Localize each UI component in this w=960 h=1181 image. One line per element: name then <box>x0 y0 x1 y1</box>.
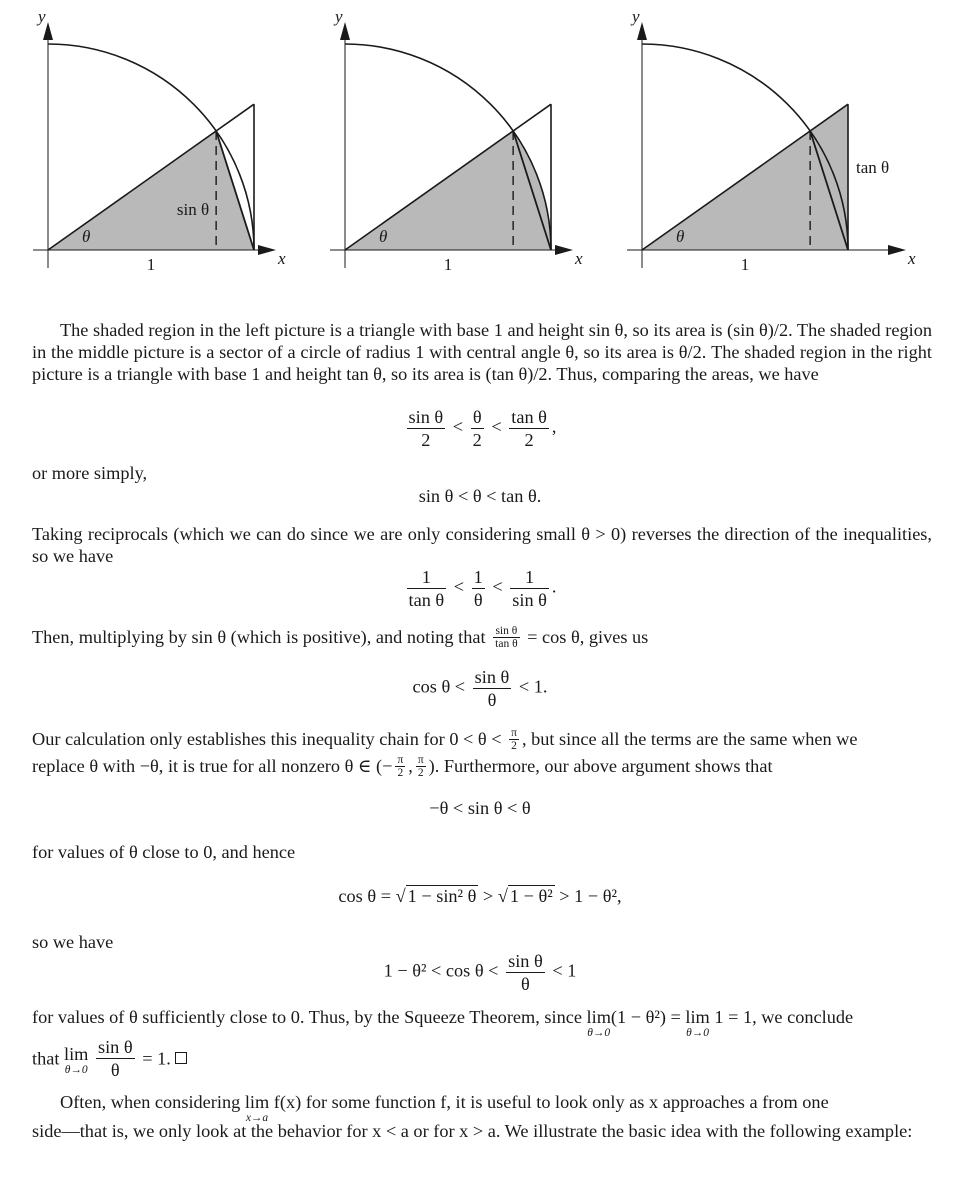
text-run: , but since all the terms are the same when we <box>521 729 858 749</box>
fraction-sin-over-theta <box>506 950 545 995</box>
denominator: θ <box>521 974 530 994</box>
numerator: 1 <box>407 566 447 589</box>
text-run: replace θ with −θ, it is true for all nonzero θ ∈ (− <box>32 756 393 776</box>
denominator: θ <box>473 590 483 610</box>
radicand: 1 − θ² <box>509 886 553 906</box>
limit-subscript: θ→0 <box>686 1027 710 1039</box>
equation-reciprocals <box>0 566 960 611</box>
lhs: 1 − θ² < cos θ < <box>383 960 499 981</box>
y-axis-label: y <box>632 7 640 26</box>
numerator: tan θ <box>511 407 547 427</box>
less-than: < <box>453 576 465 597</box>
base-label: 1 <box>740 255 750 274</box>
lim: lim <box>244 1092 270 1112</box>
denominator: 2 <box>511 740 517 752</box>
shaded-sector <box>345 131 551 250</box>
inline-fraction-pi-over-2 <box>509 727 519 752</box>
radicand: 1 − sin² θ <box>407 886 477 906</box>
angle-label: θ <box>379 227 388 246</box>
text-run: Often, when considering <box>60 1092 241 1112</box>
numerator: sin θ <box>508 951 543 971</box>
qed-square-icon <box>175 1052 187 1064</box>
x-axis-label: x <box>575 249 583 268</box>
lim: lim <box>64 1043 89 1064</box>
base-label: 1 <box>146 255 156 274</box>
text-run: for values of θ sufficiently close to 0. Thus, by the Squeeze Theorem, since <box>32 1007 582 1027</box>
inline-fraction-sin-over-tan <box>493 625 519 650</box>
paragraph-one-sided-line1 <box>60 1091 829 1123</box>
paragraph-so-we-have: so we have <box>32 932 114 952</box>
equation-cos-bound <box>0 666 960 711</box>
paragraph-multiplying <box>32 625 648 650</box>
x-axis-arrow-icon <box>888 245 906 255</box>
limit-subscript: θ→0 <box>64 1063 88 1076</box>
paragraph-squeeze-theorem <box>32 1006 853 1038</box>
text-run: ). Furthermore, our above argument shows that <box>428 756 773 776</box>
equation-sin-theta-tan: sin θ < θ < tan θ. <box>418 486 542 506</box>
paragraph-close-to-zero: for values of θ close to 0, and hence <box>32 842 296 862</box>
text-run: = cos θ, gives us <box>527 627 649 647</box>
paragraph-more-simply: or more simply, <box>32 463 148 483</box>
shaded-triangle <box>48 131 254 250</box>
fraction-1-over-tan <box>407 566 447 611</box>
less-than: < <box>452 416 464 437</box>
x-axis-arrow-icon <box>258 245 276 255</box>
numerator: sin θ <box>97 1037 133 1057</box>
comma: , <box>408 756 413 776</box>
fraction-sin-over-theta <box>473 666 512 711</box>
rhs: < 1. <box>518 676 548 697</box>
numerator: π <box>397 754 404 766</box>
base-label: 1 <box>443 255 453 274</box>
paragraph-one-sided-rest: side—that is, we only look at the behavior for x < a or for x > a. We illustrate the basic idea with the following example: <box>32 1121 913 1141</box>
text-run: > 1 − θ², <box>554 886 622 906</box>
equation-area-inequality <box>0 406 960 451</box>
tangent-label: tan θ <box>856 158 890 177</box>
fraction-sin-over-2 <box>407 406 446 451</box>
equation-squeeze <box>0 950 960 995</box>
square-root-1: √ 1 − sin² θ <box>395 886 477 906</box>
denominator: 2 <box>421 430 431 450</box>
sine-label: sin θ <box>176 200 210 219</box>
limit-operator <box>245 1091 269 1123</box>
numerator: sin θ <box>474 667 510 687</box>
paragraph-calculation-line2 <box>32 754 773 779</box>
paragraph-calculation-line1 <box>32 727 857 752</box>
text-run: > <box>478 886 498 906</box>
paragraph-reciprocals: Taking reciprocals (which we can do since we are only considering small θ > 0) reverses the direction of the inequalities, so we have <box>32 524 932 566</box>
figure-middle <box>325 0 585 290</box>
figure-right <box>622 0 922 290</box>
text-run: f(x) for some function f, it is useful to look only as x approaches a from one <box>273 1092 829 1112</box>
text-run: (1 − θ²) = <box>610 1007 681 1027</box>
denominator: θ <box>487 690 497 710</box>
punctuation: . <box>551 576 557 597</box>
fraction-sin-over-theta <box>96 1036 135 1081</box>
text-run: Our calculation only establishes this inequality chain for 0 < θ < <box>32 729 502 749</box>
x-axis-label: x <box>278 249 286 268</box>
limit-subscript: x→a <box>245 1112 269 1124</box>
figures-row <box>0 0 960 300</box>
numerator: θ <box>471 406 484 429</box>
text-run: Then, multiplying by sin θ (which is positive), and noting that <box>32 627 486 647</box>
denominator: sin θ <box>512 590 547 610</box>
punctuation: , <box>551 416 557 437</box>
limit-operator <box>685 1006 709 1038</box>
text-run: = 1. <box>142 1048 171 1069</box>
text-run: 1 = 1, we conclude <box>714 1007 854 1027</box>
figure-middle-svg <box>325 0 585 290</box>
figure-right-svg <box>622 0 922 290</box>
denominator: θ <box>110 1060 120 1080</box>
numerator: π <box>511 727 517 739</box>
figure-left <box>28 0 288 290</box>
rhs: < 1 <box>552 960 577 981</box>
denominator: tan θ <box>495 638 518 650</box>
fraction-theta-over-2 <box>471 406 484 451</box>
denominator: tan θ <box>408 590 445 610</box>
limit-operator <box>587 1006 611 1038</box>
equation-cos-sqrt <box>0 886 960 907</box>
denominator: 2 <box>397 767 404 779</box>
limit-operator <box>64 1043 88 1075</box>
denominator: 2 <box>417 767 424 779</box>
lim: lim <box>586 1007 611 1027</box>
angle-label: θ <box>82 227 91 246</box>
square-root-2: √ 1 − θ² <box>497 886 553 906</box>
numerator: sin θ <box>408 407 444 427</box>
fraction-1-over-theta <box>472 566 485 611</box>
angle-label: θ <box>676 227 685 246</box>
paragraph-areas: The shaded region in the left picture is a triangle with base 1 and height sin θ, so its area is (sin θ)/2. The shaded region in the middle picture is a sector of a circle of radius 1 with central angle θ, so its area is θ/2. The shaded region in the right picture is a triangle with base 1 and height tan θ, so its area is (tan θ)/2. Thus, comparing the areas, we have <box>32 320 932 384</box>
fraction-1-over-sin <box>510 566 549 611</box>
y-axis-label: y <box>335 7 343 26</box>
inline-fraction-pi-over-2 <box>416 754 426 779</box>
y-axis-label: y <box>38 7 46 26</box>
numerator: π <box>417 754 424 766</box>
fraction-tan-over-2 <box>509 406 549 451</box>
text-run: cos θ = <box>338 886 396 906</box>
x-axis-label: x <box>908 249 916 268</box>
lim: lim <box>685 1007 710 1027</box>
lhs: cos θ < <box>412 676 466 697</box>
limit-subscript: θ→0 <box>587 1027 611 1039</box>
text-run: that <box>32 1048 60 1069</box>
figure-left-svg <box>28 0 288 290</box>
paragraph-conclusion <box>32 1036 187 1081</box>
less-than: < <box>491 416 502 437</box>
less-than: < <box>492 576 503 597</box>
numerator: sin θ <box>493 625 519 638</box>
equation-sin-bounds: −θ < sin θ < θ <box>429 798 531 818</box>
inline-fraction-pi-over-2 <box>395 754 405 779</box>
denominator: 2 <box>524 430 534 450</box>
denominator: 2 <box>472 430 482 450</box>
x-axis-arrow-icon <box>555 245 573 255</box>
numerator: 1 <box>473 567 483 587</box>
numerator: 1 <box>510 566 549 589</box>
